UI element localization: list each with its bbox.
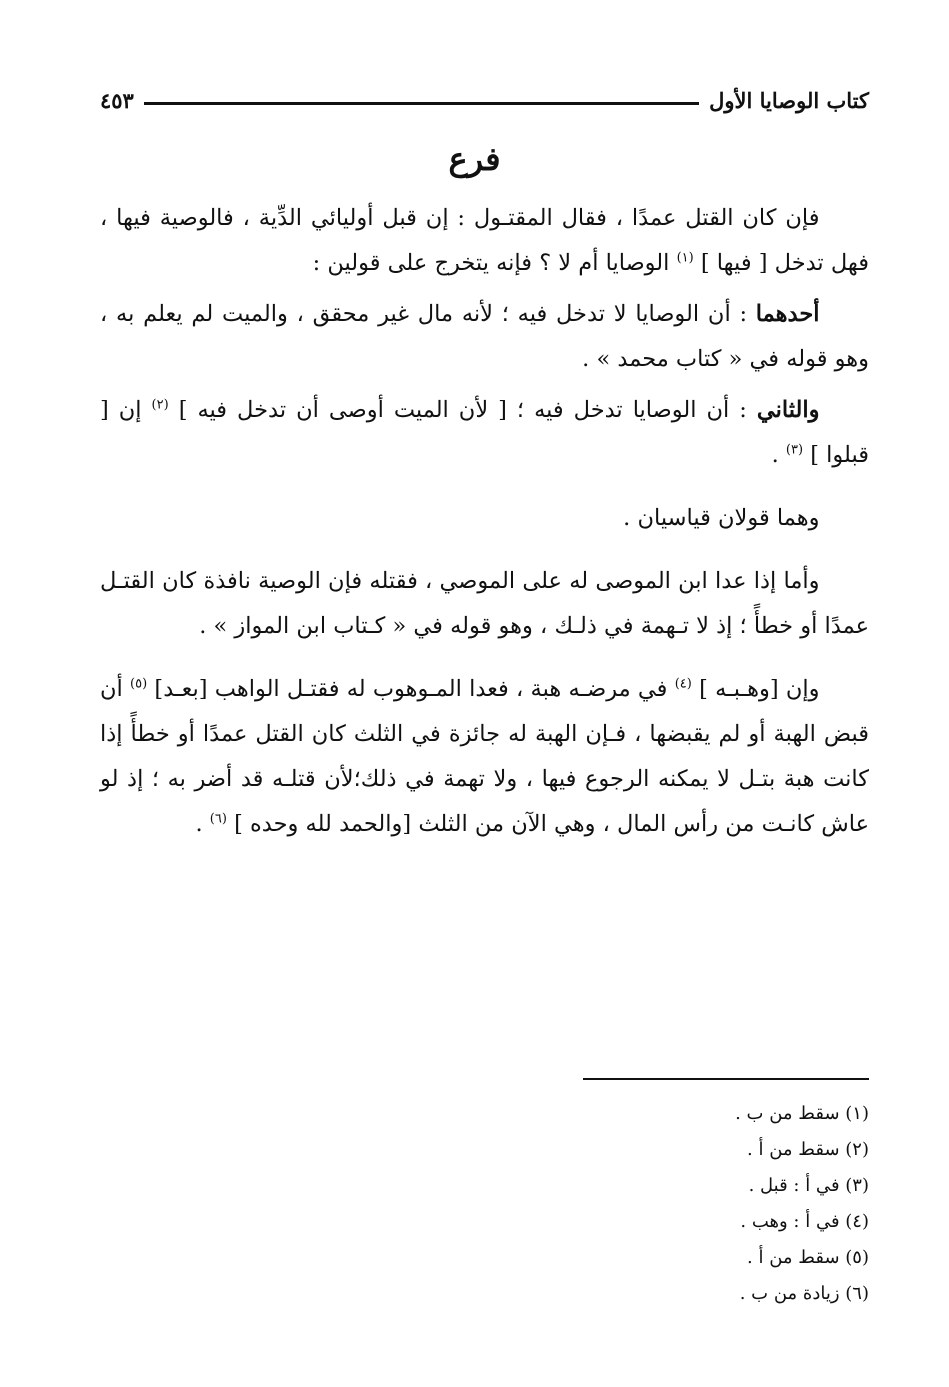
paragraph-text: أن قبض الهبة أو لم يقبضها ، فـإن الهبة له جائزة في الثلث كان القتل عمدًا أو خطأً إذا كانت هبة بتـل لا يمكنه الرجوع فيها ، ولا تهمة في ذلك؛لأن قتلـه قد أضر به ؛ إذ لو عاش كانـت من رأس المال ، وهي الآن من الثلث [والحمد لله وحده ] xyxy=(100,676,869,837)
paragraph-1 xyxy=(100,196,869,286)
footnote-ref: (٢) xyxy=(151,397,169,413)
footnote-ref: (٥) xyxy=(130,676,148,692)
paragraph-lead: والثاني xyxy=(756,397,820,423)
footnote-3: (٣) في أ : قبل . xyxy=(748,1175,869,1196)
paragraph-text: : أن الوصايا لا تدخل فيه ؛ لأنه مال غير محقق ، والميت لم يعلم به ، وهو قوله في « كتاب محمد » . xyxy=(100,301,869,372)
paragraph-text: في مرضـه هبة ، فعدا المـوهوب له فقتـل الواهب [بعـد] xyxy=(154,676,668,702)
running-title: كتاب الوصايا الأول xyxy=(709,87,869,113)
header-rule xyxy=(144,102,699,105)
paragraph-5 xyxy=(100,559,869,649)
paragraph-4 xyxy=(100,496,869,541)
paragraph-text: الوصايا أم لا ؟ فإنه يتخرج على قولين : xyxy=(312,250,670,276)
paragraph-lead: أحدهما xyxy=(755,301,820,327)
paragraph-2 xyxy=(100,292,869,382)
page-number: ٤٥٣ xyxy=(100,87,134,113)
paragraph-text: وهما قولان قياسيان . xyxy=(623,505,820,531)
footnote-2: (٢) سقط من أ . xyxy=(747,1139,869,1160)
footnote-5: (٥) سقط من أ . xyxy=(747,1247,869,1268)
footnote-ref: (٤) xyxy=(674,676,692,692)
paragraph-text: وأما إذا عدا ابن الموصى له على الموصي ، فقتله فإن الوصية نافذة كان القتـل عمدًا أو خطأً ؛ إذ لا تـهمة في ذلـك ، وهو قوله في « كـتاب ابن المواز » . xyxy=(100,568,869,639)
paragraph-text: إن [ قبلوا ] xyxy=(100,397,869,468)
paragraph-text: وإن [وهـبـه ] xyxy=(699,676,820,702)
paragraph-text: فإن كان القتل عمدًا ، فقال المقتـول : إن قبل أوليائي الدِّية ، فالوصية فيها ، فهل تدخل [ فيها ] xyxy=(100,205,869,276)
footnote-4: (٤) في أ : وهب . xyxy=(740,1211,869,1232)
footnote-ref: (١) xyxy=(676,250,694,266)
paragraph-3 xyxy=(100,388,869,478)
footnote-ref: (٦) xyxy=(209,811,227,827)
section-heading: فرع xyxy=(448,140,501,178)
footnote-rule xyxy=(583,1078,869,1080)
footnote-6: (٦) زيادة من ب . xyxy=(739,1283,869,1304)
paragraph-text: . xyxy=(771,442,779,468)
paragraph-6 xyxy=(100,667,869,847)
footnotes xyxy=(469,1096,869,1312)
paragraph-text: . xyxy=(195,811,203,837)
running-header xyxy=(100,84,869,116)
body-text xyxy=(100,196,869,865)
footnote-1: (١) سقط من ب . xyxy=(735,1103,869,1124)
paragraph-text: : أن الوصايا تدخل فيه ؛ [ لأن الميت أوصى أن تدخل فيه ] xyxy=(178,397,747,423)
footnote-ref: (٣) xyxy=(785,442,804,458)
